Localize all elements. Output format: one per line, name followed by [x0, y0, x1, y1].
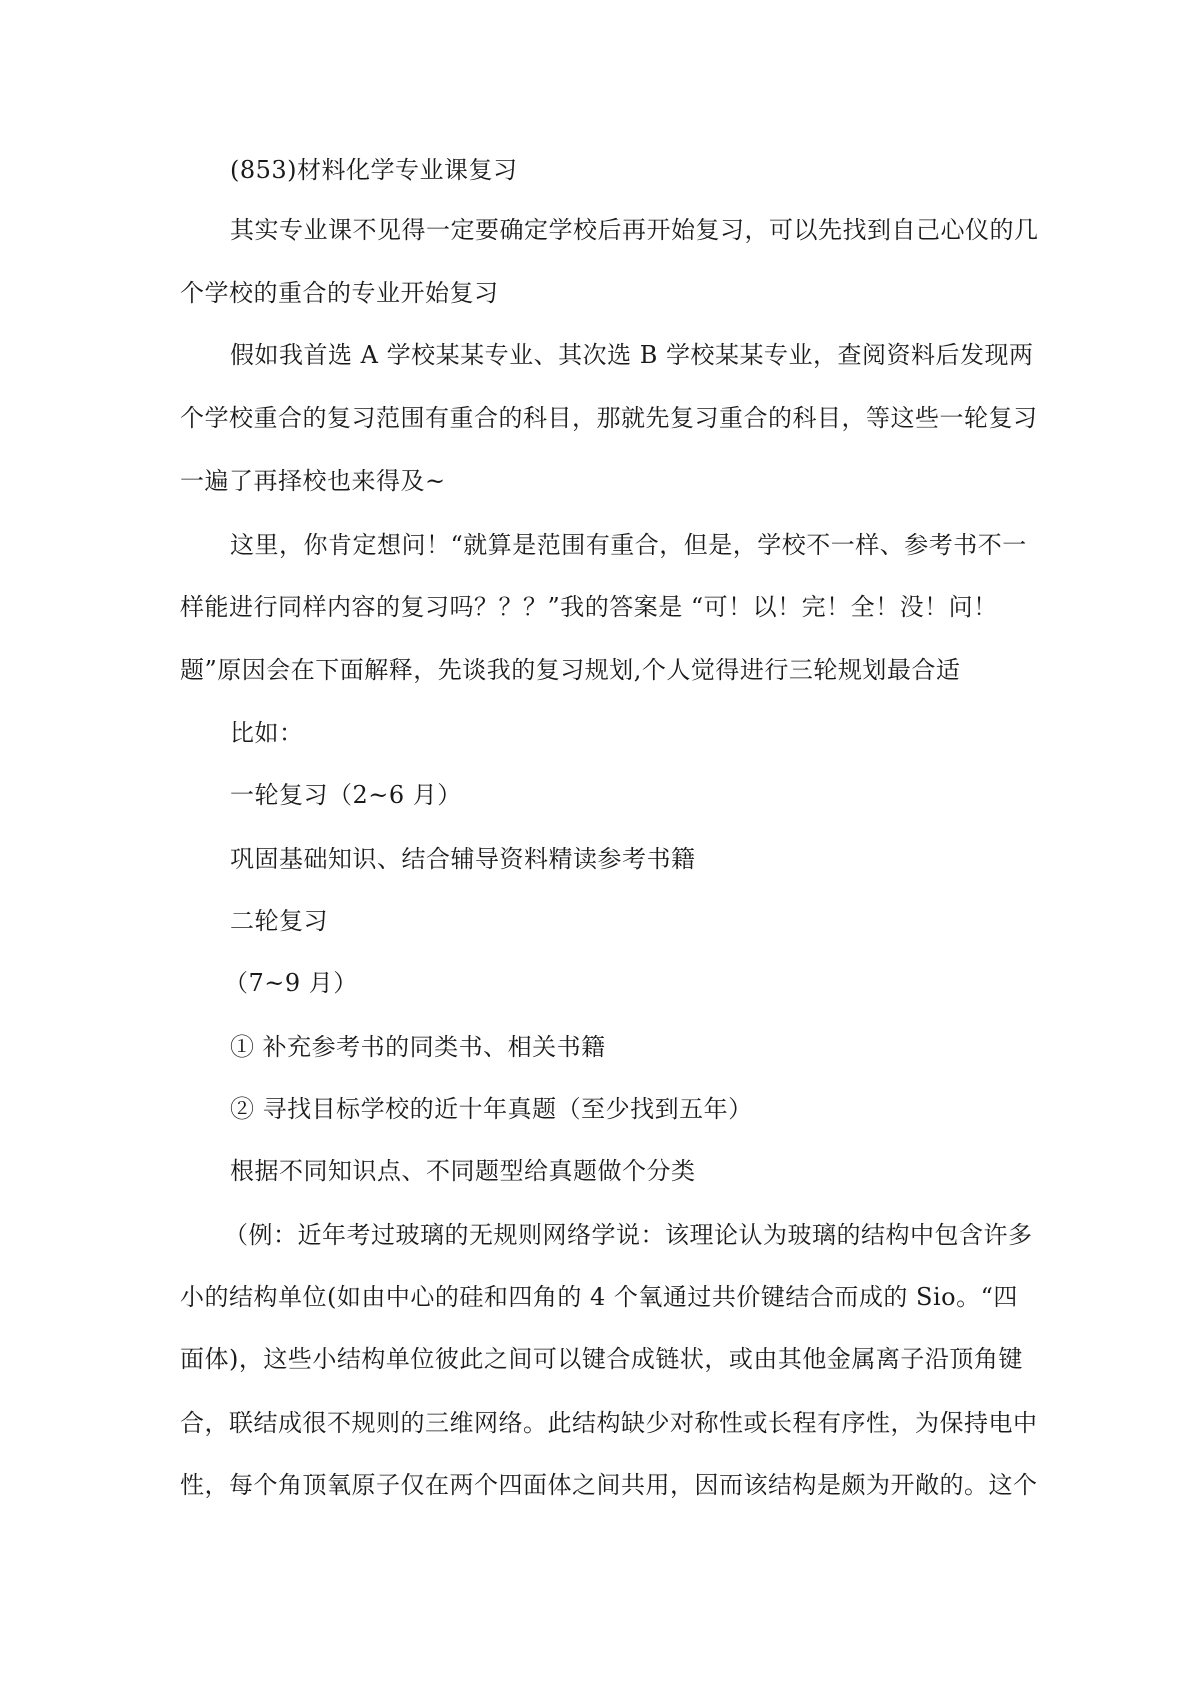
- section-heading: 一轮复习（2~6 月）: [230, 781, 462, 809]
- list-item: ① 补充参考书的同类书、相关书籍: [230, 1033, 606, 1061]
- paragraph-line: 假如我首选 A 学校某某专业、其次选 B 学校某某专业，查阅资料后发现两: [230, 341, 1034, 369]
- paragraph-line: （例：近年考过玻璃的无规则网络学说：该理论认为玻璃的结构中包含许多: [224, 1221, 1033, 1249]
- paragraph-line: 面体)，这些小结构单位彼此之间可以键合成链状，或由其他金属离子沿顶角键: [180, 1345, 1023, 1373]
- paragraph-line: 性，每个角顶氧原子仅在两个四面体之间共用，因而该结构是颇为开敞的。这个: [180, 1471, 1038, 1499]
- paragraph-line: 题”原因会在下面解释，先谈我的复习规划,个人觉得进行三轮规划最合适: [180, 656, 961, 684]
- paragraph-line: 一遍了再择校也来得及~: [180, 467, 446, 495]
- list-item: ② 寻找目标学校的近十年真题（至少找到五年）: [230, 1095, 753, 1123]
- paragraph-line: 根据不同知识点、不同题型给真题做个分类: [230, 1157, 696, 1185]
- paragraph-line: 其实专业课不见得一定要确定学校后再开始复习，可以先找到自己心仪的几: [230, 216, 1039, 244]
- paragraph-line: 小的结构单位(如由中心的硅和四角的 4 个氧通过共价键结合而成的 Sio。“四: [180, 1283, 1018, 1311]
- paragraph-line: 合，联结成很不规则的三维网络。此结构缺少对称性或长程有序性，为保持电中: [180, 1409, 1038, 1437]
- paragraph-line: 这里，你肯定想问！“就算是范围有重合，但是，学校不一样、参考书不一: [230, 531, 1027, 559]
- paragraph-line: 样能进行同样内容的复习吗？？？”我的答案是 “可！以！完！全！没！问！: [180, 593, 998, 621]
- paragraph-line: 个学校的重合的专业开始复习: [180, 279, 499, 307]
- paragraph-line: 比如：: [230, 719, 304, 747]
- document-title: (853)材料化学专业课复习: [230, 156, 518, 184]
- section-heading: 二轮复习: [230, 907, 328, 935]
- paragraph-line: 巩固基础知识、结合辅导资料精读参考书籍: [230, 845, 696, 873]
- paragraph-line: 个学校重合的复习范围有重合的科目，那就先复习重合的科目，等这些一轮复习: [180, 404, 1038, 432]
- paragraph-line: （7~9 月）: [224, 969, 358, 997]
